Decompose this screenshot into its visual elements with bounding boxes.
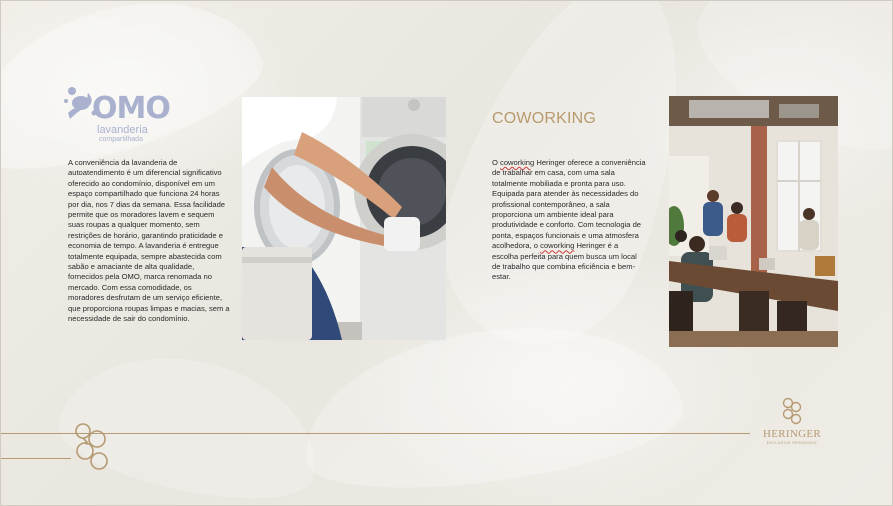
- omo-logo: [64, 85, 170, 145]
- omo-logo-caption: compartilhada: [99, 136, 143, 143]
- coworking-text-part: O: [492, 158, 501, 167]
- coworking-title: COWORKING: [492, 110, 597, 127]
- divider-line: [1, 433, 750, 434]
- omo-logo-subtitle: lavanderia: [97, 124, 148, 136]
- coworking-description: [492, 158, 646, 283]
- heringer-logo: [759, 397, 825, 449]
- laundry-photo: [242, 97, 446, 340]
- heringer-monogram-icon: [781, 397, 803, 425]
- divider-line-short: [1, 458, 71, 459]
- heringer-tagline: EXCLUSIVE RESIDENCE: [766, 441, 818, 445]
- coworking-text-part: Heringer é a escolha perfeita para quem busca um local de trabalho que combina eficiência e bem-estar.: [492, 241, 637, 282]
- coworking-word-spellcheck: coworking: [540, 241, 575, 251]
- coworking-word-spellcheck: coworking: [500, 158, 535, 167]
- coworking-text-part: Heringer oferece a conveniência de trabalhar em casa, com uma sala totalmente mobiliada e pronta para uso. Equipada para atender às necessidades do profissional contemporâneo, a sala proporciona um ambiente ideal para produtividade e conforto. Com tecnologia de ponta, espaços funcionais e uma atmosfera acolhedora, o: [492, 158, 646, 251]
- coworking-photo: [669, 96, 838, 347]
- heringer-brand-name: HERINGER: [762, 428, 821, 440]
- laundry-description: A conveniência da lavanderia de autoatendimento é um diferencial significativo oferecido ao condomínio, disponível em um espaço compartilhado que funciona 24 horas por dia, nos 7 dias da semana. Essa facilidade permite que os moradores lavem e sequem suas roupas a qualquer momento, sem restrições de horário, garantindo praticidade e economia de tempo. A lavanderia é entregue totalmente equipada, sempre abastecida com sabão e amaciante de alta qualidade, fornecidos pela OMO, marca renomada no mercado. Com essa comodidade, os moradores desfrutam de um serviço eficiente, que proporciona roupas limpas e macias, sem a necessidade de sair do condomínio.: [68, 158, 230, 324]
- knot-ornament-icon: [71, 421, 113, 473]
- omo-logo-word: OMO: [92, 91, 170, 126]
